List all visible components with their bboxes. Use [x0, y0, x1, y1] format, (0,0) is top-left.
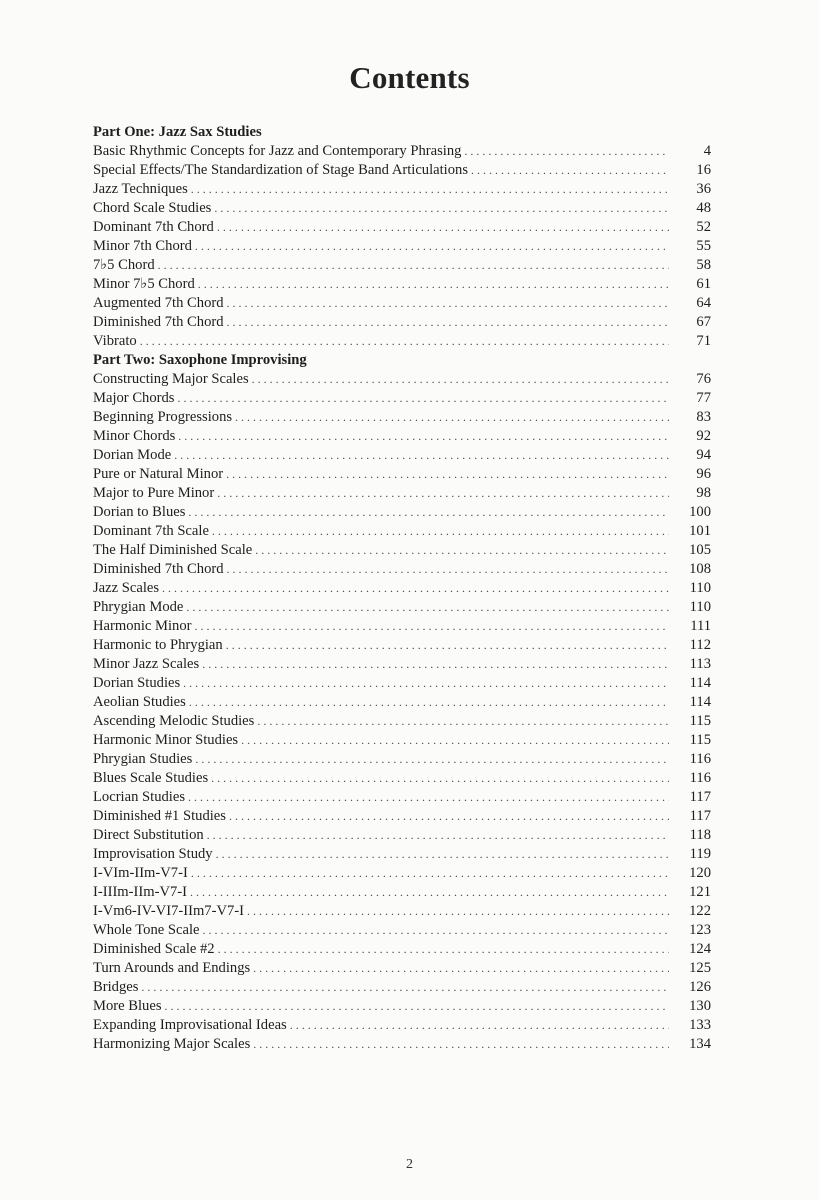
- toc-entry-page: 94: [696, 447, 711, 463]
- toc-entry: [93, 332, 711, 351]
- toc-entry-title: Beginning Progressions: [93, 409, 233, 425]
- dot-leader: [253, 959, 669, 978]
- dot-leader: [195, 237, 669, 256]
- toc-entry: [93, 522, 711, 541]
- dot-leader: [290, 1016, 669, 1035]
- toc-entry-title: Phrygian Mode: [93, 599, 184, 615]
- dot-leader: [227, 294, 669, 313]
- dot-leader: [190, 883, 669, 902]
- toc-entry: [93, 921, 711, 940]
- toc-entry-page: 58: [696, 257, 711, 273]
- toc-entry: [93, 256, 711, 275]
- toc-entry-page: 101: [689, 523, 711, 539]
- dot-leader: [226, 636, 669, 655]
- dot-leader: [257, 712, 669, 731]
- dot-leader: [174, 446, 669, 465]
- toc-entry-title: Major Chords: [93, 390, 175, 406]
- toc-entry: [93, 389, 711, 408]
- dot-leader: [229, 807, 669, 826]
- toc-entry-page: 116: [689, 751, 711, 767]
- toc-entry-page: 110: [689, 599, 711, 615]
- toc-entry: [93, 978, 711, 997]
- toc-entry: [93, 693, 711, 712]
- dot-leader: [191, 864, 669, 883]
- toc-entry-title: Major to Pure Minor: [93, 485, 215, 501]
- toc-entry-title: Dominant 7th Scale: [93, 523, 209, 539]
- toc-entry: [93, 826, 711, 845]
- toc-entry-page: 130: [689, 998, 711, 1014]
- dot-leader: [191, 180, 669, 199]
- toc-entry-page: 125: [689, 960, 711, 976]
- toc-entry: [93, 142, 711, 161]
- toc-entry-page: 16: [696, 162, 711, 178]
- dot-leader: [162, 579, 669, 598]
- toc-entry-page: 118: [689, 827, 711, 843]
- toc-entry-title: Jazz Techniques: [93, 181, 188, 197]
- footer-page-number: 2: [406, 1157, 413, 1172]
- dot-leader: [214, 199, 669, 218]
- toc-entry-title: Vibrato: [93, 333, 137, 349]
- toc-entry: [93, 199, 711, 218]
- toc-entry: [93, 731, 711, 750]
- dot-leader: [217, 218, 669, 237]
- toc-entry-title: Diminished #1 Studies: [93, 808, 226, 824]
- toc-entry-title: Basic Rhythmic Concepts for Jazz and Contemporary Phrasing: [93, 143, 462, 159]
- toc-entry: [93, 313, 711, 332]
- toc-entry-page: 71: [696, 333, 711, 349]
- toc-entry: [93, 864, 711, 883]
- toc-entry: [93, 370, 711, 389]
- dot-leader: [218, 940, 669, 959]
- toc-entry-page: 117: [689, 789, 711, 805]
- dot-leader: [235, 408, 669, 427]
- toc-entry-title: Harmonic Minor Studies: [93, 732, 239, 748]
- dot-leader: [188, 503, 669, 522]
- toc-entry-title: Constructing Major Scales: [93, 371, 249, 387]
- toc-entry-page: 77: [696, 390, 711, 406]
- toc-entry: [93, 750, 711, 769]
- page-title: Contents: [349, 60, 470, 95]
- toc-entry: [93, 807, 711, 826]
- toc-entry: [93, 674, 711, 693]
- toc-entry-title: Special Effects/The Standardization of Stage Band Articulations: [93, 162, 469, 178]
- toc-entry-page: 115: [689, 713, 711, 729]
- toc-entry-title: Aeolian Studies: [93, 694, 186, 710]
- toc-entry-title: Dorian to Blues: [93, 504, 186, 520]
- toc-entry-title: Jazz Scales: [93, 580, 160, 596]
- toc-entry: [93, 1016, 711, 1035]
- toc-entry-title: Minor 7♭5 Chord: [93, 276, 195, 292]
- dot-leader: [186, 598, 669, 617]
- toc-entry: [93, 579, 711, 598]
- toc-entry-title: Dorian Mode: [93, 447, 172, 463]
- toc-entry: [93, 446, 711, 465]
- toc-entry-title: I-VIm-IIm-V7-I: [93, 865, 188, 881]
- toc-entry-title: Augmented 7th Chord: [93, 295, 224, 311]
- toc-entry: [93, 237, 711, 256]
- toc-entry-title: Improvisation Study: [93, 846, 213, 862]
- toc-entry: [93, 788, 711, 807]
- dot-leader: [158, 256, 669, 275]
- toc-entry: [93, 484, 711, 503]
- toc-entry-page: 105: [689, 542, 711, 558]
- dot-leader: [140, 332, 669, 351]
- dot-leader: [195, 617, 670, 636]
- toc-entry: [93, 883, 711, 902]
- toc-entry-title: Harmonizing Major Scales: [93, 1036, 251, 1052]
- toc-entry-page: 113: [689, 656, 711, 672]
- dot-leader: [211, 769, 669, 788]
- toc-entry-page: 114: [689, 675, 711, 691]
- dot-leader: [183, 674, 669, 693]
- dot-leader: [253, 1035, 669, 1054]
- dot-leader: [202, 655, 669, 674]
- dot-leader: [241, 731, 669, 750]
- toc-entry-page: 124: [689, 941, 711, 957]
- toc-entry-title: Phrygian Studies: [93, 751, 193, 767]
- toc-entry: [93, 541, 711, 560]
- toc-entry: [93, 408, 711, 427]
- toc-entry-title: Diminished 7th Chord: [93, 314, 224, 330]
- toc-entry-page: 126: [689, 979, 711, 995]
- dot-leader: [188, 788, 669, 807]
- toc-entry-page: 115: [689, 732, 711, 748]
- toc-entry: [93, 275, 711, 294]
- toc-entry-page: 76: [696, 371, 711, 387]
- dot-leader: [165, 997, 669, 1016]
- dot-leader: [198, 275, 669, 294]
- dot-leader: [212, 522, 669, 541]
- toc-entry-title: Ascending Melodic Studies: [93, 713, 255, 729]
- dot-leader: [177, 389, 669, 408]
- toc-entry-title: Harmonic to Phrygian: [93, 637, 223, 653]
- dot-leader: [252, 370, 669, 389]
- dot-leader: [217, 484, 669, 503]
- dot-leader: [226, 465, 669, 484]
- toc-entry: [93, 465, 711, 484]
- toc-entry-title: Diminished Scale #2: [93, 941, 215, 957]
- dot-leader: [189, 693, 669, 712]
- toc-entry-page: 48: [696, 200, 711, 216]
- toc-entry-title: 7♭5 Chord: [93, 257, 155, 273]
- toc-entry-page: 134: [689, 1036, 711, 1052]
- part-heading: Part Two: Saxophone Improvising: [93, 352, 307, 368]
- toc-entry-title: Minor Jazz Scales: [93, 656, 200, 672]
- toc-entry-page: 117: [689, 808, 711, 824]
- toc-entry-page: 36: [696, 181, 711, 197]
- toc-entry: [93, 294, 711, 313]
- toc-entry-title: Chord Scale Studies: [93, 200, 212, 216]
- part-heading: Part One: Jazz Sax Studies: [93, 124, 262, 140]
- toc-entry-title: Direct Substitution: [93, 827, 204, 843]
- toc-entry-title: Expanding Improvisational Ideas: [93, 1017, 287, 1033]
- toc-entry: [93, 427, 711, 446]
- toc-entry-page: 112: [689, 637, 711, 653]
- toc-entry-title: More Blues: [93, 998, 162, 1014]
- toc-entry-page: 116: [689, 770, 711, 786]
- dot-leader: [178, 427, 669, 446]
- toc-entry-title: Bridges: [93, 979, 139, 995]
- toc-entry-page: 96: [696, 466, 711, 482]
- toc-entry: [93, 769, 711, 788]
- toc-entry-page: 83: [696, 409, 711, 425]
- toc-entry-page: 4: [703, 143, 711, 159]
- toc-entry: [93, 655, 711, 674]
- toc-entry: [93, 161, 711, 180]
- toc-entry-title: Locrian Studies: [93, 789, 186, 805]
- toc-entry-title: Diminished 7th Chord: [93, 561, 224, 577]
- toc-entry-page: 52: [696, 219, 711, 235]
- toc-entry-page: 110: [689, 580, 711, 596]
- toc-entry-title: Pure or Natural Minor: [93, 466, 224, 482]
- toc-entry-title: Whole Tone Scale: [93, 922, 200, 938]
- toc-entry-page: 55: [696, 238, 711, 254]
- toc-entry-title: Dorian Studies: [93, 675, 181, 691]
- dot-leader: [141, 978, 669, 997]
- table-of-contents: [93, 123, 711, 1054]
- dot-leader: [207, 826, 669, 845]
- toc-entry-title: The Half Diminished Scale: [93, 542, 253, 558]
- toc-entry: [93, 598, 711, 617]
- toc-entry: [93, 218, 711, 237]
- toc-entry-title: I-Vm6-IV-VI7-IIm7-V7-I: [93, 903, 245, 919]
- toc-entry: [93, 180, 711, 199]
- toc-entry-title: Minor Chords: [93, 428, 176, 444]
- toc-entry-page: 64: [696, 295, 711, 311]
- dot-leader: [471, 161, 669, 180]
- dot-leader: [227, 560, 669, 579]
- dot-leader: [464, 142, 669, 161]
- toc-entry: [93, 560, 711, 579]
- toc-entry-page: 111: [690, 618, 711, 634]
- toc-entry: [93, 503, 711, 522]
- toc-entry-title: Minor 7th Chord: [93, 238, 192, 254]
- toc-entry-page: 123: [689, 922, 711, 938]
- toc-entry-page: 108: [689, 561, 711, 577]
- toc-entry-page: 98: [696, 485, 711, 501]
- toc-entry: [93, 712, 711, 731]
- toc-entry-title: Harmonic Minor: [93, 618, 192, 634]
- toc-entry: [93, 845, 711, 864]
- toc-entry: [93, 636, 711, 655]
- toc-entry-title: Dominant 7th Chord: [93, 219, 214, 235]
- toc-entry-title: Turn Arounds and Endings: [93, 960, 251, 976]
- dot-leader: [255, 541, 669, 560]
- toc-entry-page: 120: [689, 865, 711, 881]
- dot-leader: [203, 921, 669, 940]
- toc-entry-page: 114: [689, 694, 711, 710]
- toc-entry-page: 121: [689, 884, 711, 900]
- toc-entry-page: 133: [689, 1017, 711, 1033]
- toc-entry: [93, 1035, 711, 1054]
- toc-entry-title: Blues Scale Studies: [93, 770, 209, 786]
- dot-leader: [247, 902, 669, 921]
- toc-entry-page: 92: [696, 428, 711, 444]
- dot-leader: [216, 845, 669, 864]
- toc-entry-page: 100: [689, 504, 711, 520]
- toc-entry: [93, 997, 711, 1016]
- toc-entry: [93, 940, 711, 959]
- dot-leader: [195, 750, 669, 769]
- toc-entry-page: 122: [689, 903, 711, 919]
- toc-entry-page: 61: [696, 276, 711, 292]
- toc-entry-page: 119: [689, 846, 711, 862]
- toc-entry-page: 67: [696, 314, 711, 330]
- toc-entry: [93, 902, 711, 921]
- toc-entry: [93, 617, 711, 636]
- toc-entry: [93, 959, 711, 978]
- toc-entry-title: I-IIIm-IIm-V7-I: [93, 884, 187, 900]
- dot-leader: [227, 313, 669, 332]
